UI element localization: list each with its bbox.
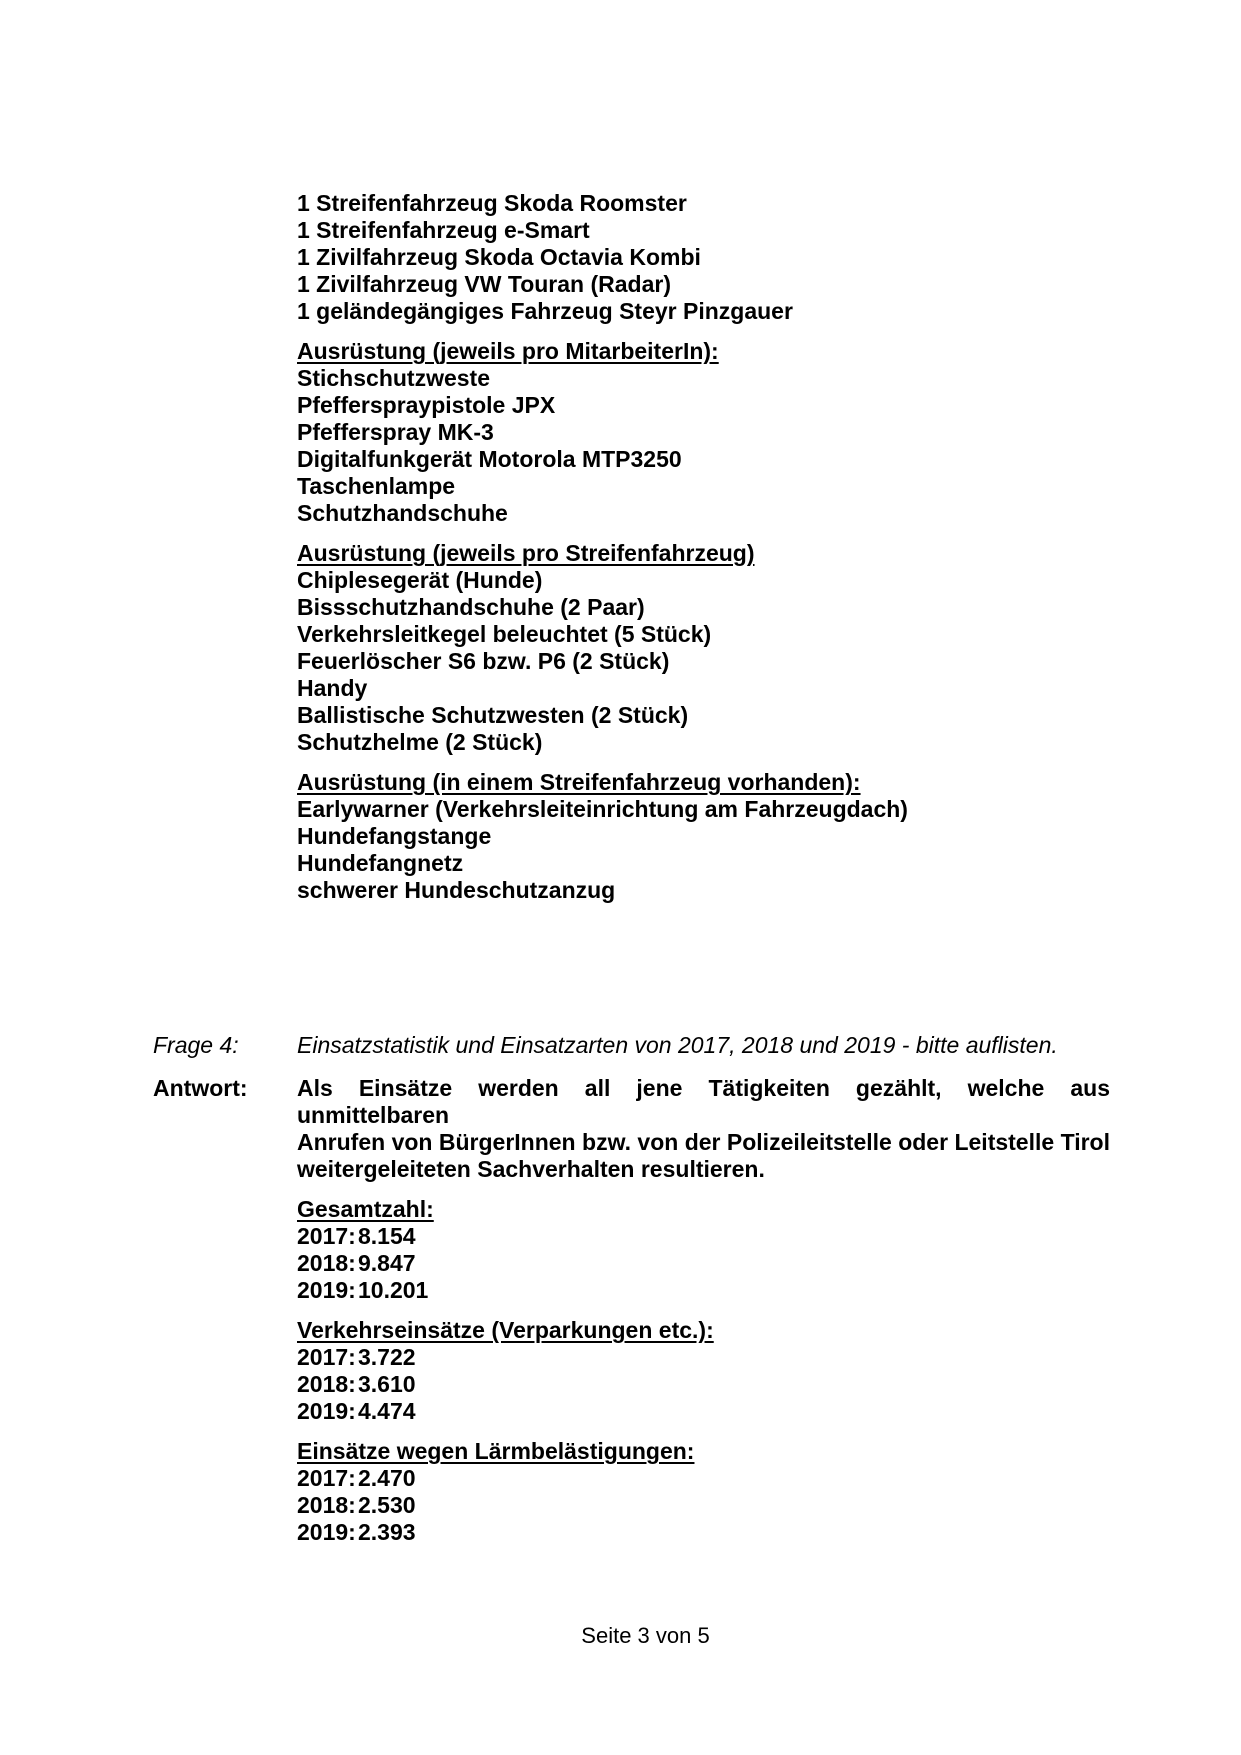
vehicle-item: 1 Zivilfahrzeug Skoda Octavia Kombi [297, 244, 701, 270]
vehicle-list [297, 190, 1110, 325]
stat-value: 4.474 [358, 1398, 416, 1424]
equipment-section-heading: Ausrüstung (in einem Streifenfahrzeug vorhanden): [297, 769, 861, 795]
stat-value: 3.610 [358, 1371, 416, 1397]
stat-year: 2019: [297, 1277, 356, 1303]
stats-section-total [297, 1196, 1110, 1304]
page-footer: Seite 3 von 5 [581, 1623, 710, 1648]
stat-row [297, 1465, 1110, 1492]
stat-value: 2.470 [358, 1465, 416, 1491]
stat-row [297, 1344, 1110, 1371]
equipment-item: Schutzhandschuhe [297, 500, 508, 526]
stats-section-traffic [297, 1317, 1110, 1425]
stats-heading: Einsätze wegen Lärmbelästigungen: [297, 1438, 695, 1464]
stat-value: 8.154 [358, 1223, 416, 1249]
equipment-section-heading: Ausrüstung (jeweils pro Streifenfahrzeug) [297, 540, 755, 566]
stat-year: 2019: [297, 1519, 356, 1545]
stat-year: 2018: [297, 1250, 356, 1276]
vehicle-item: 1 Zivilfahrzeug VW Touran (Radar) [297, 271, 671, 297]
document-body [153, 190, 1110, 1546]
equipment-item: Handy [297, 675, 368, 701]
stat-row [297, 1277, 1110, 1304]
answer-label: Antwort: [153, 1075, 248, 1101]
stat-year: 2018: [297, 1371, 356, 1397]
question-row [153, 1032, 1110, 1059]
stat-value: 10.201 [358, 1277, 429, 1303]
equipment-section-per-patrol-car [297, 540, 1110, 756]
stat-year: 2017: [297, 1465, 356, 1491]
answer-row [153, 1075, 1110, 1183]
stat-row [297, 1492, 1110, 1519]
answer-text-line: Anrufen von BürgerInnen bzw. von der Polizeileitstelle oder Leitstelle Tirol [297, 1129, 1110, 1155]
vehicle-item: 1 Streifenfahrzeug e-Smart [297, 217, 590, 243]
question-text: Einsatzstatistik und Einsatzarten von 2017, 2018 und 2019 - bitte auflisten. [297, 1032, 1058, 1058]
stat-year: 2017: [297, 1223, 356, 1249]
stat-row [297, 1223, 1110, 1250]
equipment-item: Digitalfunkgerät Motorola MTP3250 [297, 446, 682, 472]
stat-year: 2018: [297, 1492, 356, 1518]
equipment-item: Ballistische Schutzwesten (2 Stück) [297, 702, 689, 728]
stats-heading: Gesamtzahl: [297, 1196, 434, 1222]
equipment-item: schwerer Hundeschutzanzug [297, 877, 616, 903]
answer-text-line: Als Einsätze werden all jene Tätigkeiten gezählt, welche aus unmittelbaren [297, 1075, 1110, 1128]
stat-value: 3.722 [358, 1344, 416, 1370]
stats-heading: Verkehrseinsätze (Verparkungen etc.): [297, 1317, 714, 1343]
equipment-item: Chiplesegerät (Hunde) [297, 567, 543, 593]
answer-text-line: weitergeleiteten Sachverhalten resultieren. [297, 1156, 765, 1182]
answer-text [297, 1075, 1110, 1183]
equipment-item: Pfefferspray MK-3 [297, 419, 494, 445]
stats-section-noise [297, 1438, 1110, 1546]
stat-value: 2.393 [358, 1519, 416, 1545]
stat-year: 2019: [297, 1398, 356, 1424]
equipment-section-heading: Ausrüstung (jeweils pro MitarbeiterIn): [297, 338, 719, 364]
equipment-item: Bissschutzhandschuhe (2 Paar) [297, 594, 645, 620]
equipment-item: Taschenlampe [297, 473, 456, 499]
stat-row [297, 1519, 1110, 1546]
equipment-item: Earlywarner (Verkehrsleiteinrichtung am Fahrzeugdach) [297, 796, 908, 822]
stat-row [297, 1250, 1110, 1277]
equipment-item: Feuerlöscher S6 bzw. P6 (2 Stück) [297, 648, 670, 674]
stat-year: 2017: [297, 1344, 356, 1370]
equipment-item: Pfefferspraypistole JPX [297, 392, 556, 418]
equipment-item: Hundefangstange [297, 823, 492, 849]
stat-row [297, 1371, 1110, 1398]
vehicle-item: 1 Streifenfahrzeug Skoda Roomster [297, 190, 687, 216]
question-label: Frage 4: [153, 1032, 239, 1058]
stat-row [297, 1398, 1110, 1425]
stat-value: 9.847 [358, 1250, 416, 1276]
equipment-section-per-employee [297, 338, 1110, 527]
equipment-item: Hundefangnetz [297, 850, 464, 876]
stat-value: 2.530 [358, 1492, 416, 1518]
equipment-item: Schutzhelme (2 Stück) [297, 729, 543, 755]
vehicle-item: 1 geländegängiges Fahrzeug Steyr Pinzgauer [297, 298, 793, 324]
equipment-item: Stichschutzweste [297, 365, 490, 391]
equipment-section-in-one-patrol-car [297, 769, 1110, 904]
equipment-item: Verkehrsleitkegel beleuchtet (5 Stück) [297, 621, 712, 647]
